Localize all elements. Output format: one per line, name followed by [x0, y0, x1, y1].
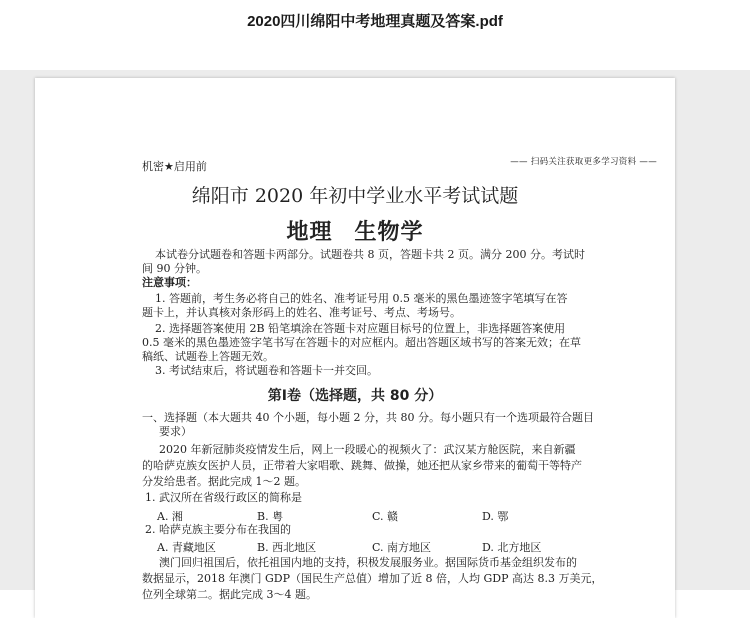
- part1-line-2: 要求）: [159, 425, 192, 438]
- q2-stem: 2. 哈萨克族主要分布在我国的: [145, 523, 291, 536]
- q2-option-a: A. 青藏地区: [157, 541, 216, 554]
- q2-option-b: B. 西北地区: [257, 541, 317, 554]
- exam-title: 绵阳市 2020 年初中学业水平考试试题: [191, 185, 519, 207]
- note-2-line-1: 2. 选择题答案使用 2B 铅笔填涂在答题卡对应题目标号的位置上，非选择题答案使用: [155, 322, 566, 335]
- note-3-line-1: 3. 考试结束后，将试题卷和答题卡一并交回。: [155, 364, 378, 377]
- intro-line-2: 间 90 分钟。: [142, 262, 207, 275]
- passage2-line-3: 位列全球第二。据此完成 3～4 题。: [142, 588, 317, 601]
- q1-option-c: C. 赣: [372, 510, 399, 523]
- secret-label: 机密★启用前: [142, 160, 207, 173]
- note-1-line-1: 1. 答题前，考生务必将自己的姓名、准考证号用 0.5 毫米的黑色墨迹签字笔填写在答: [155, 292, 568, 305]
- notes-heading: 注意事项：: [142, 276, 197, 289]
- subject-title: [35, 215, 675, 246]
- note-2-line-3: 稿纸、试题卷上答题无效。: [142, 350, 274, 363]
- intro-line-1: 本试卷分试题卷和答题卡两部分。试题卷共 8 页，答题卡共 2 页。满分 200 分。考试时: [155, 248, 585, 261]
- document-title: 2020四川绵阳中考地理真题及答案.pdf: [247, 13, 503, 30]
- title-bar: [0, 0, 750, 70]
- q1-option-a: A. 湘: [157, 510, 183, 523]
- passage1-line-3: 分发给患者。据此完成 1～2 题。: [142, 475, 306, 488]
- passage1-line-1: 2020 年新冠肺炎疫情发生后，网上一段暖心的视频火了：武汉某方舱医院，来自新疆: [159, 443, 576, 456]
- q1-stem: 1. 武汉所在省级行政区的简称是: [145, 491, 302, 504]
- q2-option-c: C. 南方地区: [372, 541, 432, 554]
- passage2-line-1: 澳门回归祖国后，依托祖国内地的支持，积极发展服务业。据国际货币基金组织发布的: [159, 556, 577, 569]
- q1-option-b: B. 粤: [257, 510, 284, 523]
- passage2-line-2: 数据显示，2018 年澳门 GDP（国民生产总值）增加了近 8 倍，人均 GDP 高达 8.3 万美元，: [142, 572, 603, 585]
- section-title: 第Ⅰ卷（选择题，共 80 分）: [267, 388, 443, 404]
- subject-biology: 生物学: [354, 220, 424, 245]
- q1-option-d: D. 鄂: [482, 510, 509, 523]
- q2-option-d: D. 北方地区: [482, 541, 542, 554]
- scan-note: —— 扫码关注获取更多学习资料 ——: [510, 157, 657, 167]
- note-2-line-2: 0.5 毫米的黑色墨迹签字笔书写在答题卡的对应框内。超出答题区域书写的答案无效；在草: [142, 336, 581, 349]
- passage1-line-2: 的哈萨克族女医护人员，正带着大家唱歌、跳舞、做操，她还把从家乡带来的葡萄干等特产: [142, 459, 582, 472]
- pdf-viewer[interactable]: [0, 70, 750, 601]
- part1-line-1: 一、选择题（本大题共 40 个小题，每小题 2 分，共 80 分。每小题只有一个选项最符合题目: [142, 411, 594, 424]
- note-1-line-2: 题卡上，并认真核对条形码上的姓名、准考证号、考点、考场号。: [142, 306, 461, 319]
- subject-geography: 地理: [286, 220, 333, 245]
- pdf-page: [35, 78, 675, 618]
